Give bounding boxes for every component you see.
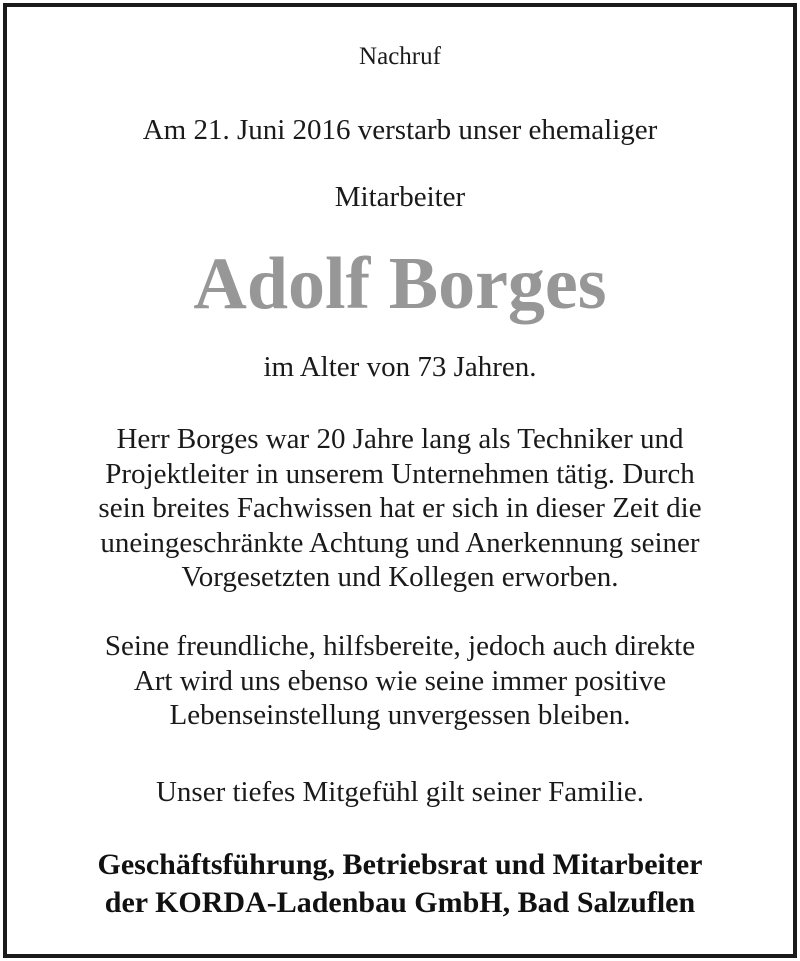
paragraph-line: Herr Borges war 20 Jahre lang als Techniker und	[116, 423, 684, 455]
deceased-name: Adolf Borges	[193, 243, 607, 325]
intro-line: Am 21. Juni 2016 verstarb unser ehemaliger	[142, 114, 658, 146]
paragraph-career	[0, 422, 800, 595]
intro-role-line: Mitarbeiter	[334, 181, 466, 213]
paragraph-line: Art wird uns ebenso wie seine immer positive	[133, 664, 667, 697]
paragraph-line: Seine freundliche, hilfsbereite, jedoch auch direkte	[104, 630, 696, 662]
age-line: im Alter von 73 Jahren.	[263, 351, 537, 383]
paragraph-line: sein breites Fachwissen hat er sich in dieser Zeit die	[98, 492, 702, 524]
notice-heading: Nachruf	[359, 43, 441, 70]
paragraph-line: Projektleiter in unserem Unternehmen tätig. Durch	[105, 457, 695, 490]
paragraph-condolence	[0, 775, 800, 810]
paragraph-line: Unser tiefes Mitgefühl gilt seiner Familie.	[155, 776, 645, 808]
paragraph-line: Vorgesetzten und Kollegen erworben.	[181, 561, 619, 593]
paragraph-line: Lebenseinstellung unvergessen bleiben.	[169, 699, 631, 731]
signature-line-2: der KORDA-Ladenbau GmbH, Bad Salzuflen	[104, 886, 696, 919]
signature-line-1: Geschäftsführung, Betriebsrat und Mitarbeiter	[97, 848, 703, 881]
paragraph-line: uneingeschränkte Achtung und Anerkennung seiner	[100, 526, 700, 559]
paragraph-character	[0, 629, 800, 733]
